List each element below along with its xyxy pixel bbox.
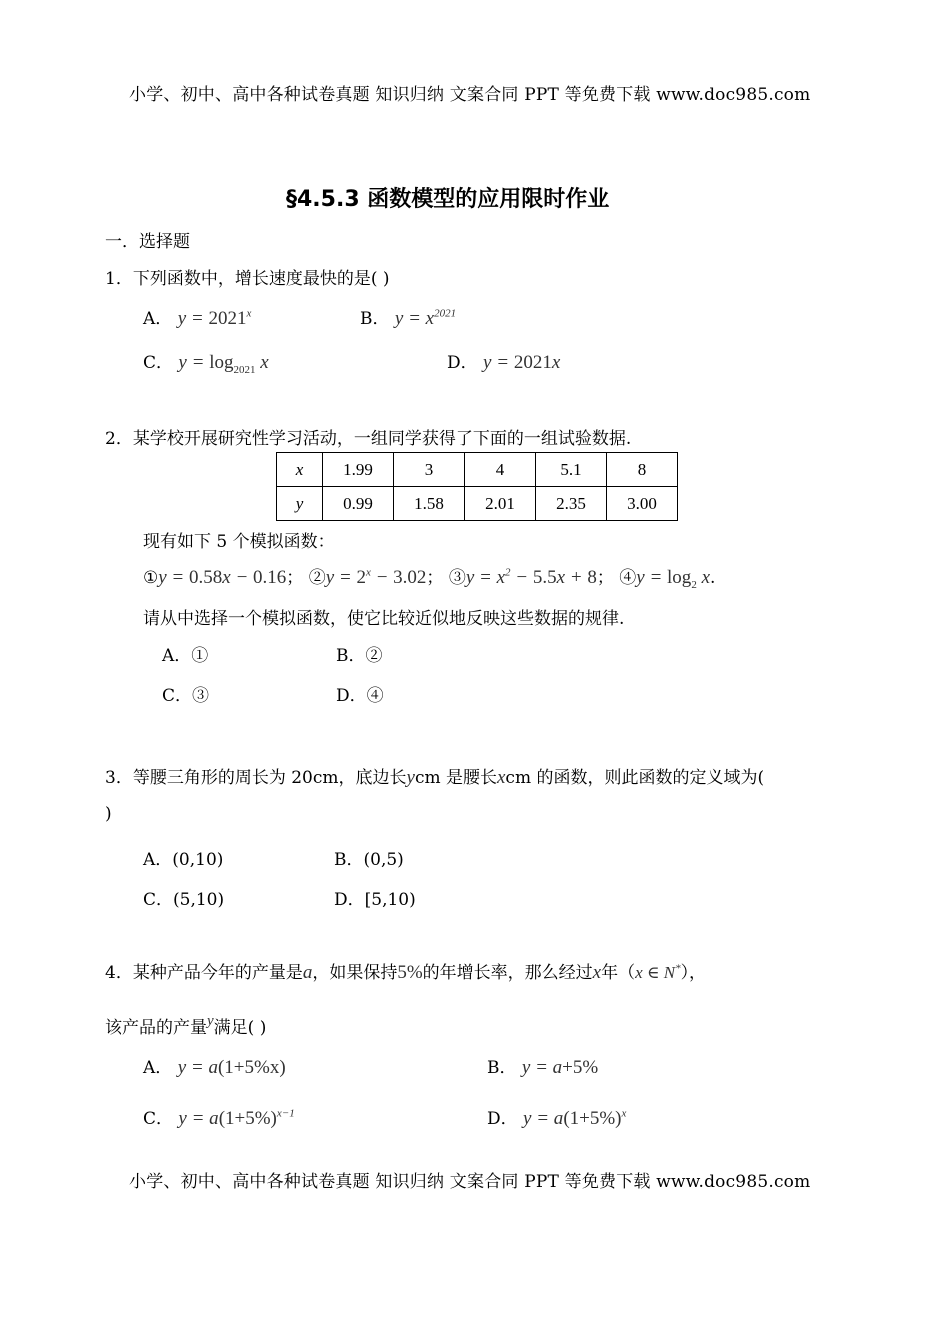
q3-option-d: D．[5,10) [334,890,416,910]
q3-option-b: B．(0,5) [334,850,404,870]
q2-option-d: D．④ [336,686,384,706]
q2-intro: 现有如下 5 个模拟函数： [143,532,335,552]
function-2: ②y = $2^x - 3.02$ [308,566,427,588]
table-header-x: x [277,453,323,487]
q2-instruction: 请从中选择一个模拟函数，使它比较近似地反映这些数据的规律. [143,609,625,629]
q3-option-c: C．(5,10) [143,890,225,910]
table-cell: 3.00 [607,487,678,521]
table-row-x [277,453,678,487]
question-2-stem: 2．某学校开展研究性学习活动，一组同学获得了下面的一组试验数据. [105,429,632,449]
page-header: 小学、初中、高中各种试卷真题 知识归纳 文案合同 PPT 等免费下载 www.doc985.com [129,85,811,105]
page-footer: 小学、初中、高中各种试卷真题 知识归纳 文案合同 PPT 等免费下载 www.doc985.com [129,1172,811,1192]
q1-option-b-formula: $y = x^{2021}$ [394,307,457,329]
question-4-line2: 该产品的产量y满足( ) [105,1013,267,1038]
question-4-stem: 4．某种产品今年的产量是a，如果保持5%的年增长率，那么经过x年（x ∈ N*）， [105,962,707,983]
q1-option-b: B． $y = x^{2021}$ [360,307,457,329]
table-cell: 1.99 [323,453,394,487]
table-cell: 2.01 [465,487,536,521]
q1-option-c: C． $y = \log_{2021} x$ [143,352,269,376]
table-cell: 0.99 [323,487,394,521]
q1-option-a-formula: $y = 2021^x$ [177,307,252,329]
section-heading: 一．选择题 [105,232,190,252]
q4-option-c: C． $y = a(1+5\%)^{x-1}$ [143,1107,295,1129]
question-3-stem: 3．等腰三角形的周长为 20cm，底边长ycm 是腰长xcm 的函数，则此函数的定义域为( [105,767,765,788]
q2-option-a: A．① [162,646,209,666]
q4-option-b: B． y = a+5% [487,1057,599,1078]
table-cell: 2.35 [536,487,607,521]
q2-option-c: C．③ [162,686,210,706]
q1-option-c-formula: $y = \log_{2021} x$ [178,352,269,376]
q1-option-d: D． y = 2021x [447,352,561,373]
table-cell: 8 [607,453,678,487]
q1-option-a: A． $y = 2021^x$ [143,307,252,329]
table-row-y [277,487,678,521]
q1-option-d-formula: y = 2021x [483,352,561,373]
function-1: ①y = 0.58x − 0.16 [143,567,287,588]
function-3: ③y = $x^2 - 5.5x + 8$ [448,566,597,588]
q4-option-d: D． $y = a(1+5\%)^x$ [487,1107,627,1129]
table-header-y: y [277,487,323,521]
q4-option-a-formula: y = a(1+5%x) [177,1057,286,1078]
question-1-stem: 1．下列函数中，增长速度最快的是( ) [105,269,390,289]
table-cell: 4 [465,453,536,487]
function-4: ④y = $\log_2 x$ [619,567,710,591]
q2-option-b: B．② [336,646,383,666]
q4-option-b-formula: y = a+5% [521,1057,599,1078]
q3-option-a: A．(0,10) [143,850,224,870]
q2-model-functions: ①y = 0.58x − 0.16； ②y = $2^x - 3.02$； ③y = $x^2 - 5.5x + 8$； ④y = $\log_2 x$. [143,566,716,591]
question-3-close: ) [105,804,112,824]
q4-option-d-formula: $y = a(1+5\%)^x$ [523,1107,627,1129]
table-cell: 5.1 [536,453,607,487]
page-title: §4.5.3 函数模型的应用限时作业 [286,187,610,212]
table-cell: 1.58 [394,487,465,521]
experiment-data-table [276,452,678,521]
q4-option-a: A． y = a(1+5%x) [143,1057,286,1078]
table-cell: 3 [394,453,465,487]
q4-option-c-formula: $y = a(1+5\%)^{x-1}$ [178,1107,295,1129]
